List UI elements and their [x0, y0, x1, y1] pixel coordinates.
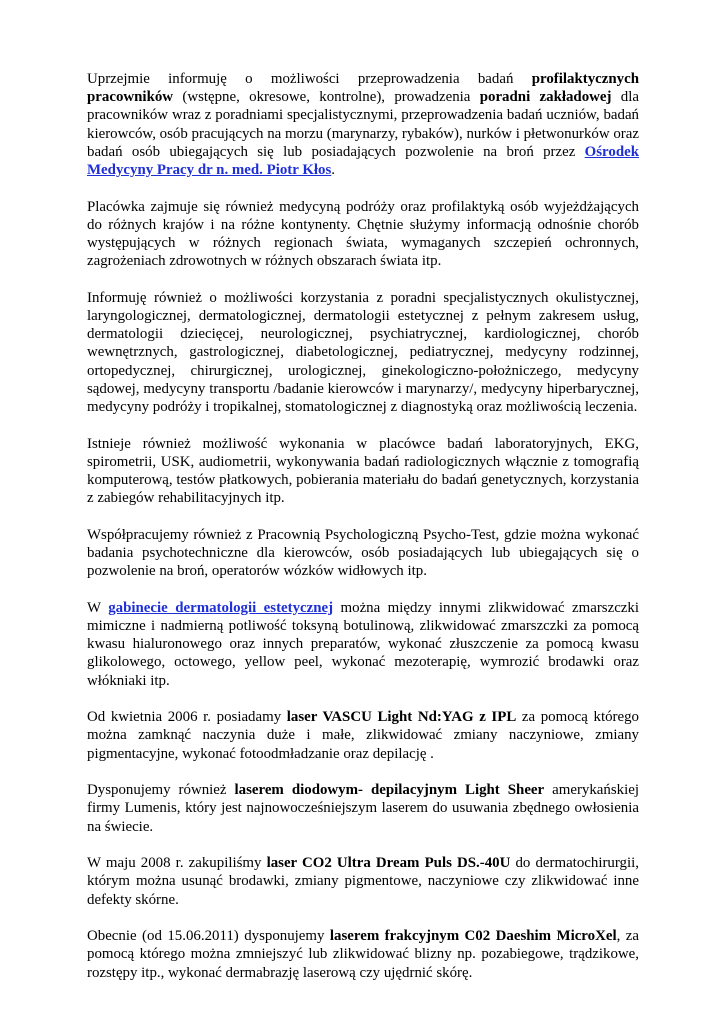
- p1-bold-preventive-exams: profilaktycznych pracowników: [87, 71, 639, 106]
- aesthetic-dermatology-link[interactable]: gabinecie dermatologii estetycznej: [108, 599, 334, 616]
- p1-text-2: (wstępne, okresowe, kontrolne), prowadzenia: [173, 89, 480, 106]
- p10-bold-laser-name: laserem frakcyjnym C02 Daeshim MicroXel: [329, 928, 617, 945]
- p9-text-1: W maju 2008 r. zakupiliśmy: [87, 855, 267, 872]
- p7-text-2: za pomocą którego można zamknąć naczynia duże i małe, zlikwidować zmiany naczyniowe, zmiany pigmentacyjne, wykonać fotoodmładzanie oraz depilację .: [87, 709, 639, 762]
- p7-bold-laser-name: laser VASCU Light Nd:YAG z IPL: [286, 709, 517, 726]
- p1-text-1: Uprzejmie informuję o możliwości przeprowadzenia badań: [87, 71, 532, 87]
- p8-text-2: amerykańskiej firmy Lumenis, który jest najnowocześniejszym laserem do usuwania zbędnego owłosienia na świecie.: [87, 782, 639, 835]
- p10-text-2: , za pomocą którego można zmniejszyć lub zlikwidować blizny np. pozabiegowe, trądzikowe, rozstępy itp., wykonać dermabrazję laserową czy ujędrnić skórę.: [87, 928, 639, 981]
- paragraph-fractional-laser: [87, 927, 639, 982]
- p6-text-2: można między innymi zlikwidować zmarszczki mimiczne i nadmierną potliwość toksyną botulinową, zlikwidować zmarszczki za pomocą kwasu hialuronowego oraz innych preparatów, wykonać złuszczenie za pomocą kwasu glikolowego, octowego, yellow peel, wykonać mezoterapię, wymrozić brodawki oraz włókniaki itp.: [87, 599, 640, 689]
- p1-text-4: .: [331, 162, 336, 179]
- p1-bold-company-clinic: poradni zakładowej: [479, 89, 612, 106]
- paragraph-co2-laser: [87, 854, 639, 909]
- paragraph-diagnostics: Istnieje również możliwość wykonania w placówce badań laboratoryjnych, EKG, spirometrii, USK, audiometrii, wykonywania badań radiologicznych włącznie z tomografią komputerową, testów płatkowych, pobierania materiału do badań genetycznych, korzystania z zabiegów rehabilitacyjnych itp.: [87, 435, 639, 507]
- occupational-medicine-center-link[interactable]: Ośrodek Medycyny Pracy dr n. med. Piotr Kłos: [87, 143, 639, 179]
- p8-text-1: Dysponujemy również: [87, 782, 235, 799]
- paragraph-diode-laser: [87, 781, 639, 836]
- paragraph-psychology-lab: Współpracujemy również z Pracownią Psychologiczną Psycho-Test, gdzie można wykonać badania psychotechniczne dla kierowców, osób posiadających lub ubiegających się o pozwolenie na broń, operatorów wózków widłowych itp.: [87, 526, 639, 580]
- paragraph-aesthetic-dermatology: [87, 599, 639, 690]
- paragraph-occupational-medicine: [87, 70, 639, 179]
- paragraph-vascu-laser: [87, 708, 639, 763]
- p9-bold-laser-name: laser CO2 Ultra Dream Puls DS.-40U: [266, 855, 511, 872]
- document-page: [87, 70, 639, 1000]
- paragraph-specialist-clinics: Informuję również o możliwości korzystania z poradni specjalistycznych okulistycznej, laryngologicznej, dermatologicznej, dermatologii estetycznej z pełnym zakresem usług, dermatologii dziecięcej, neurologicznej, psychiatrycznej, kardiologicznej, chorób wewnętrznych, gastrologicznej, diabetologicznej, pediatrycznej, medycyny rodzinnej, ortopedycznej, chirurgicznej, urologicznej, ginekologiczno-położniczego, medycyny sądowej, medycyny transportu /badanie kierowców i marynarzy/, medycyny hiperbarycznej, medycyny podróży i tropikalnej, stomatologicznej z diagnostyką oraz możliwością leczenia.: [87, 289, 639, 416]
- p9-text-2: do dermatochirurgii, którym można usunąć brodawki, zmiany pigmentowe, naczyniowe czy zlikwidować inne defekty skórne.: [87, 855, 639, 908]
- p8-bold-laser-name: laserem diodowym- depilacyjnym Light Sheer: [234, 782, 545, 799]
- p1-text-3: dla pracowników wraz z poradniami specjalistycznymi, przeprowadzenia badań uczniów, badań kierowców, osób pracujących na morzu (marynarzy, rybaków), nurków i płetwonurków oraz badań osób ubiegających się lub posiadających pozwolenie na broń przez: [87, 89, 639, 160]
- p7-text-1: Od kwietnia 2006 r. posiadamy: [87, 709, 287, 726]
- p6-text-1: W: [87, 599, 109, 616]
- p10-text-1: Obecnie (od 15.06.2011) dysponujemy: [87, 928, 330, 945]
- paragraph-travel-medicine: Placówka zajmuje się również medycyną podróży oraz profilaktyką osób wyjeżdżających do różnych krajów i na różne kontynenty. Chętnie służymy informacją odnośnie chorób występujących w różnych regionach świata, wymaganych szczepień ochronnych, zagrożeniach zdrowotnych w różnych obszarach świata itp.: [87, 198, 639, 270]
